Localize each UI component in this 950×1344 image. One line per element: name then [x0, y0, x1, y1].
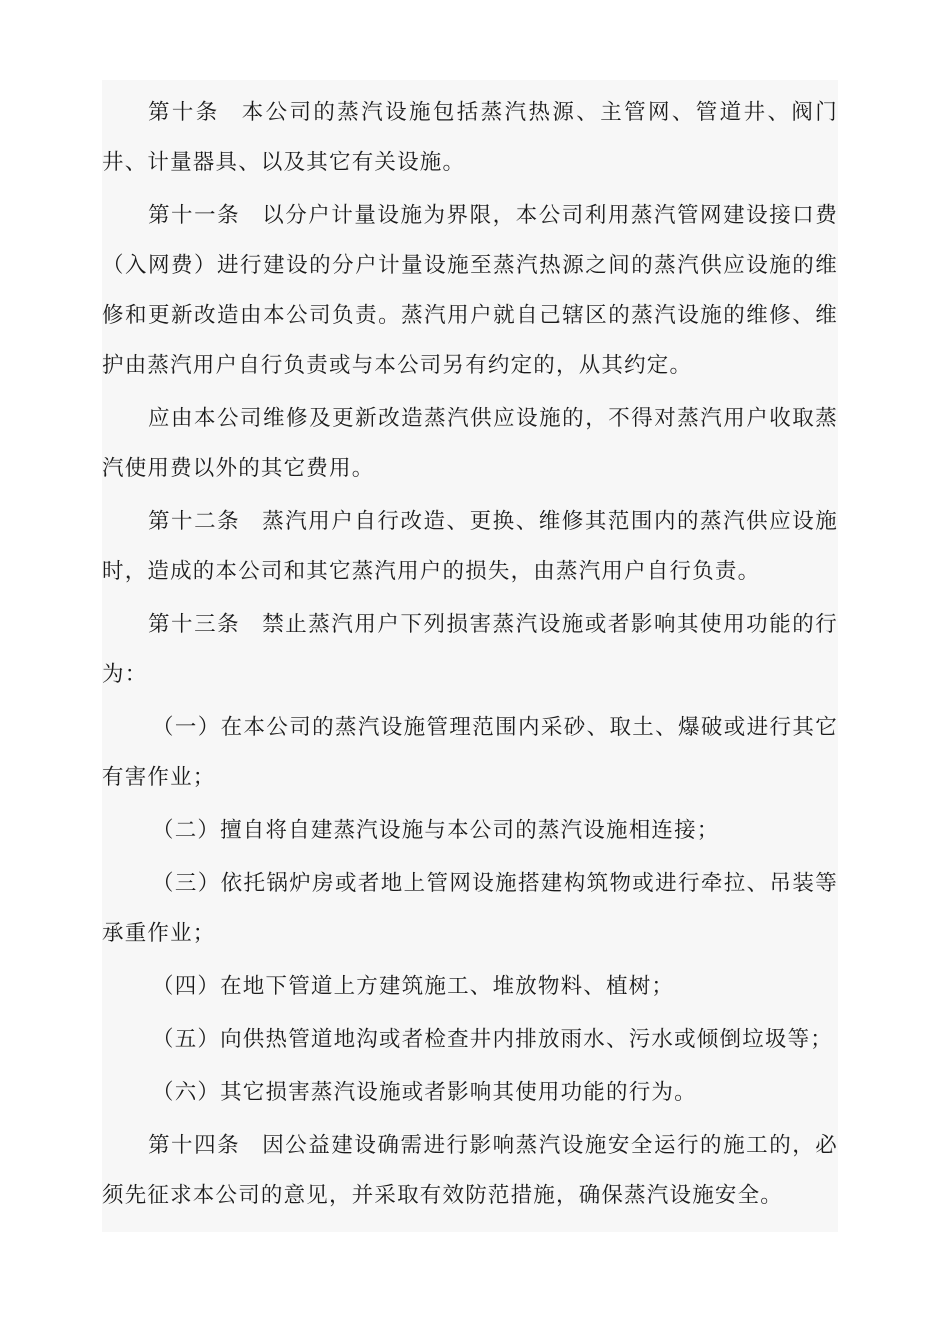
list-item: （六）其它损害蒸汽设施或者影响其使用功能的行为。	[152, 1080, 697, 1105]
list-item: （一）在本公司的蒸汽设施管理范围内采砂、取土、爆破或进行其它有害作业；	[102, 715, 838, 790]
list-item: （四）在地下管道上方建筑施工、堆放物料、植树；	[152, 974, 675, 999]
list-item: （三）依托锅炉房或者地上管网设施搭建构筑物或进行牵拉、吊装等承重作业；	[102, 871, 838, 946]
article-text: 蒸汽用户自行改造、更换、维修其范围内的蒸汽供应设施时，造成的本公司和其它蒸汽用户的损失，由蒸汽用户自行负责。	[102, 509, 838, 584]
article-11-continuation	[102, 394, 838, 494]
article-12	[102, 497, 838, 597]
list-item: （二）擅自将自建蒸汽设施与本公司的蒸汽设施相连接；	[152, 818, 720, 843]
article-text: 因公益建设确需进行影响蒸汽设施安全运行的施工的，必须先征求本公司的意见，并采取有效防范措施，确保蒸汽设施安全。	[102, 1133, 838, 1208]
article-13	[102, 600, 838, 700]
article-14	[102, 1121, 838, 1221]
article-number: 第十一条	[148, 203, 241, 228]
article-number: 第十三条	[148, 612, 241, 637]
article-number: 第十四条	[148, 1133, 241, 1158]
article-text: 禁止蒸汽用户下列损害蒸汽设施或者影响其使用功能的行为：	[102, 612, 838, 687]
article-number: 第十条	[148, 100, 220, 125]
document-body	[102, 88, 838, 1224]
article-11	[102, 191, 838, 391]
article-text: 以分户计量设施为界限，本公司利用蒸汽管网建设接口费（入网费）进行建设的分户计量设施至蒸汽热源之间的蒸汽供应设施的维修和更新改造由本公司负责。蒸汽用户就自己辖区的蒸汽设施的维修、维护由蒸汽用户自行负责或与本公司另有约定的，从其约定。	[102, 203, 838, 378]
article-number: 第十二条	[148, 509, 241, 534]
list-item: （五）向供热管道地沟或者检查井内排放雨水、污水或倾倒垃圾等；	[152, 1027, 834, 1052]
article-10	[102, 88, 838, 188]
article-text: 本公司的蒸汽设施包括蒸汽热源、主管网、管道井、阀门井、计量器具、以及其它有关设施。	[102, 100, 838, 175]
article-text: 应由本公司维修及更新改造蒸汽供应设施的，不得对蒸汽用户收取蒸汽使用费以外的其它费用。	[102, 406, 838, 481]
